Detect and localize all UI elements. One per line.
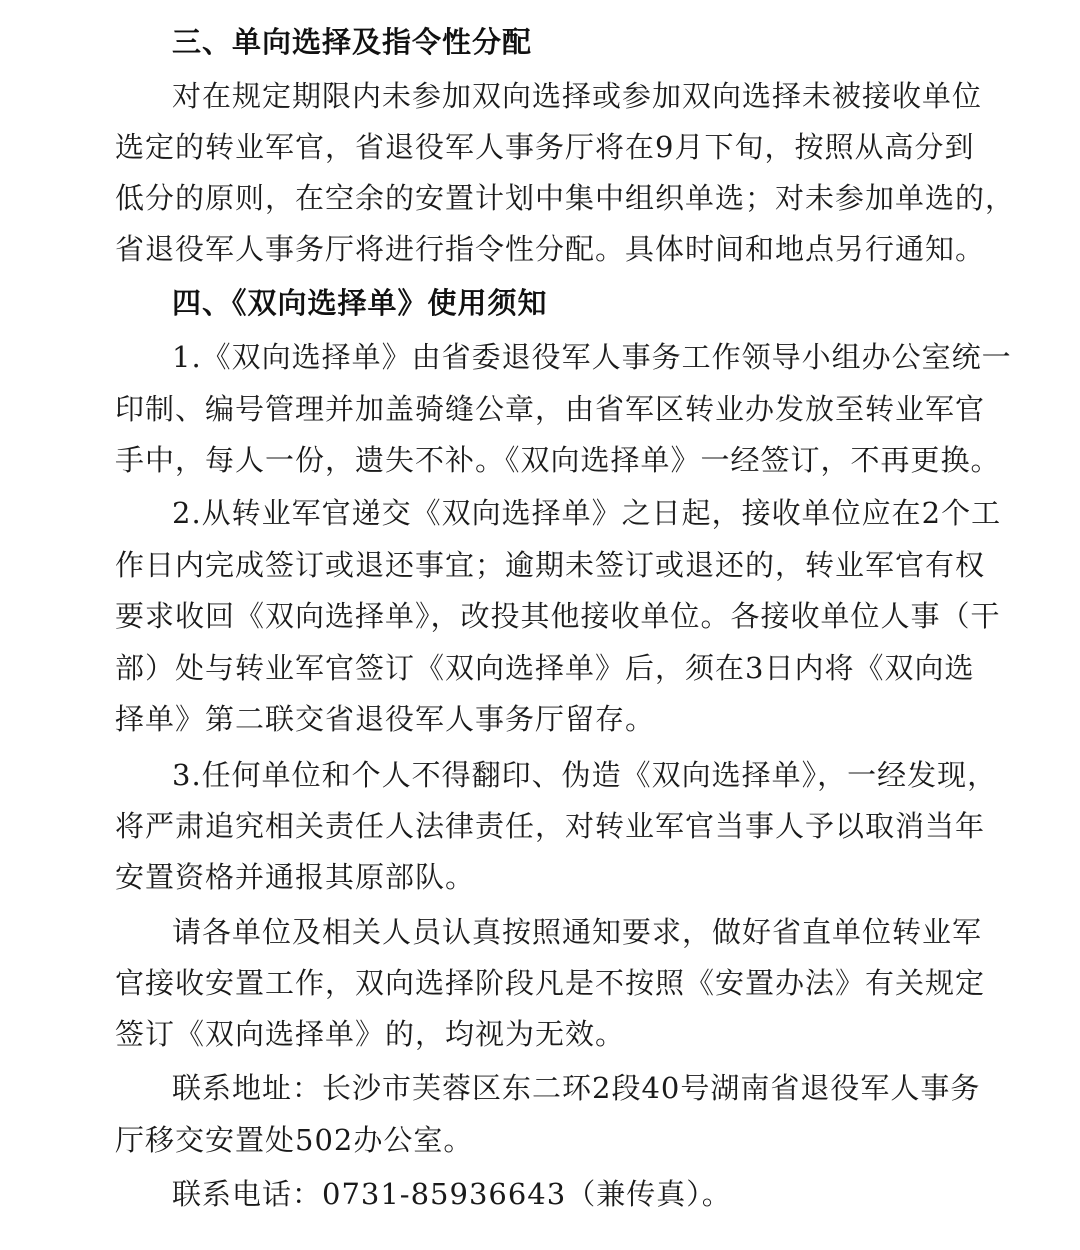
section-heading-3: 三、单向选择及指令性分配: [172, 25, 533, 59]
contact-address-cont: 厅移交安置处502办公室。: [115, 1123, 474, 1157]
paragraph-line: 择单》第二联交省退役军人事务厅留存。: [115, 702, 656, 736]
paragraph-line: 印制、编号管理并加盖骑缝公章，由省军区转业办发放至转业军官: [115, 392, 986, 426]
paragraph-line: 作日内完成签订或退还事宜；逾期未签订或退还的，转业军官有权: [115, 548, 986, 582]
paragraph-line: 部）处与转业军官签订《双向选择单》后，须在3日内将《双向选: [115, 651, 975, 685]
contact-phone: 联系电话：0731-85936643（兼传真）。: [172, 1177, 732, 1211]
paragraph-line: 低分的原则，在空余的安置计划中集中组织单选；对未参加单选的，: [115, 181, 1016, 215]
paragraph-line: 1.《双向选择单》由省委退役军人事务工作领导小组办公室统一: [172, 340, 1012, 374]
paragraph-line: 手中，每人一份，遗失不补。《双向选择单》一经签订，不再更换。: [115, 443, 1001, 477]
paragraph-line: 对在规定期限内未参加双向选择或参加双向选择未被接收单位: [172, 79, 983, 113]
paragraph-line: 3.任何单位和个人不得翻印、伪造《双向选择单》，一经发现，: [172, 758, 998, 792]
paragraph-line: 2.从转业军官递交《双向选择单》之日起，接收单位应在2个工: [172, 496, 1002, 530]
paragraph-line: 选定的转业军官，省退役军人事务厅将在9月下旬，按照从高分到: [115, 130, 975, 164]
contact-address: 联系地址：长沙市芙蓉区东二环2段40号湖南省退役军人事务: [172, 1071, 981, 1105]
paragraph-line: 签订《双向选择单》的，均视为无效。: [115, 1017, 626, 1051]
paragraph-line: 安置资格并通报其原部队。: [115, 860, 476, 894]
paragraph-line: 官接收安置工作，双向选择阶段凡是不按照《安置办法》有关规定: [115, 966, 986, 1000]
paragraph-line: 省退役军人事务厅将进行指令性分配。具体时间和地点另行通知。: [115, 232, 986, 266]
paragraph-line: 将严肃追究相关责任人法律责任，对转业军官当事人予以取消当年: [115, 809, 986, 843]
paragraph-line: 要求收回《双向选择单》，改投其他接收单位。各接收单位人事（干: [115, 599, 1001, 633]
section-heading-4: 四、《双向选择单》使用须知: [172, 286, 548, 320]
paragraph-line: 请各单位及相关人员认真按照通知要求，做好省直单位转业军: [172, 915, 983, 949]
